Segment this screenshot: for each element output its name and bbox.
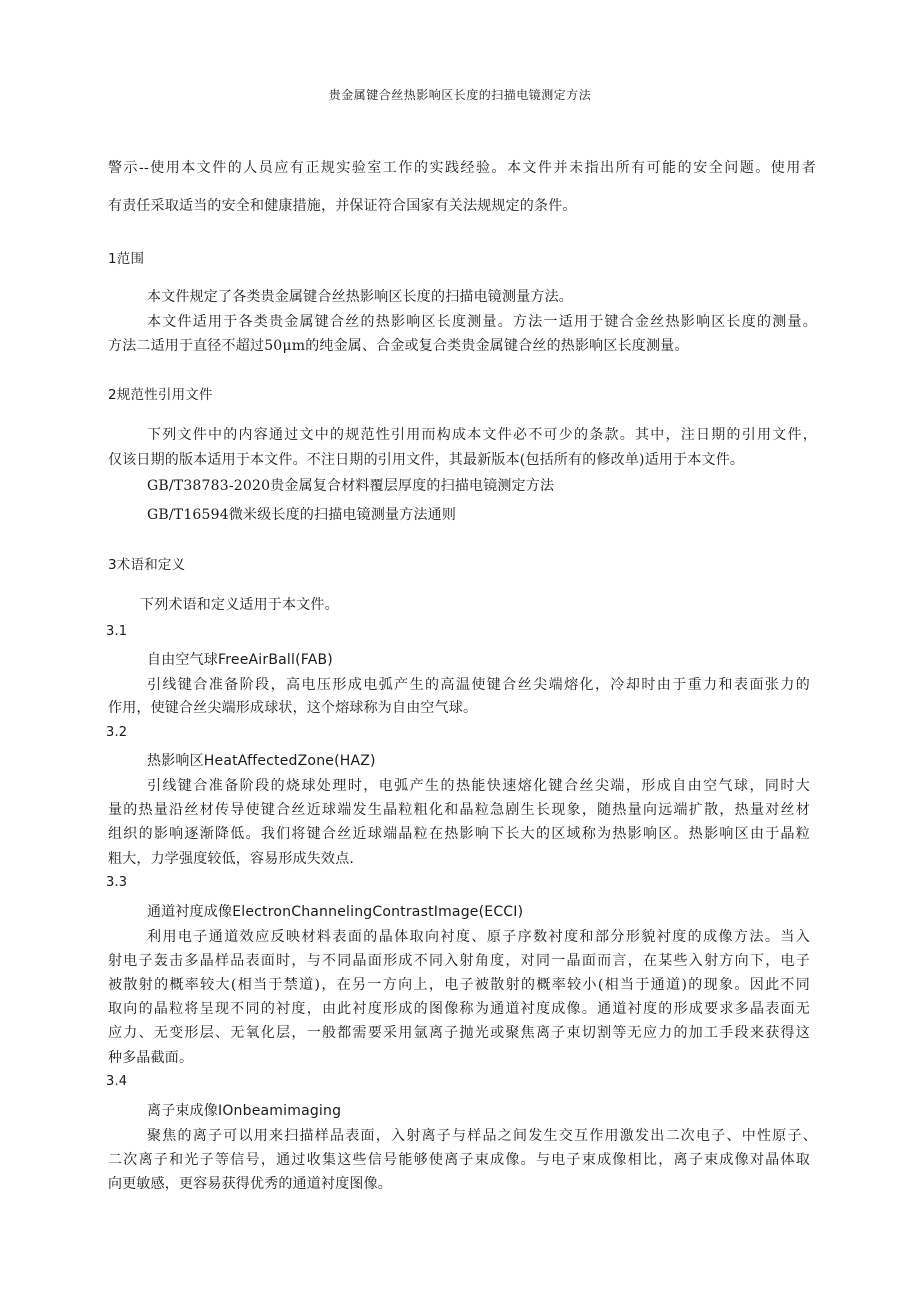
section-1-line-1: 本文件规定了各类贵金属键合丝热影响区长度的扫描电镜测量方法。 [147,289,573,305]
section-3-heading: 3术语和定义 [108,557,186,573]
page-title: 贵金属键合丝热影响区长度的扫描电镜测定方法 [328,88,592,102]
term-name: 通道衬度成像ElectronChannelingContrastImage(ECCI) [147,904,524,920]
term-name: 热影响区HeatAffectedZone(HAZ) [147,753,376,769]
section-3-intro: 下列术语和定义适用于本文件。 [140,597,339,613]
clause-number: 3.4 [106,1074,128,1089]
section-1-heading: 1范围 [108,251,145,267]
clause-number: 3.1 [106,624,128,639]
term-definition-line: 二次离子和光子等信号，通过收集这些信号能够使离子束成像。与电子束成像相比，离子束成像对晶体取 [108,1152,810,1168]
term-definition-line: 作用，使键合丝尖端形成球状，这个熔球称为自由空气球。 [108,700,478,716]
term-definition-line: 组织的影响逐渐降低。我们将键合丝近球端晶粒在热影响下长大的区域称为热影响区。热影响区由于晶粒 [108,826,810,842]
term-definition-line: 聚焦的离子可以用来扫描样品表面，入射离子与样品之间发生交互作用激发出二次电子、中性原子、 [147,1128,817,1144]
section-1-line-2: 本文件适用于各类贵金属键合丝的热影响区长度测量。方法一适用于键合金丝热影响区长度的测量。 [147,314,817,330]
section-2-line-1: 下列文件中的内容通过文中的规范性引用而构成本文件必不可少的条款。其中，注日期的引用文件， [147,427,817,443]
term-definition-line: 引线键合准备阶段，高电压形成电弧产生的高温使键合丝尖端熔化，冷却时由于重力和表面张力的 [147,677,810,693]
term-name: 自由空气球FreeAirBall(FAB) [147,652,333,668]
warning-line-2: 有责任采取适当的安全和健康措施，并保证符合国家有关法规规定的条件。 [108,198,577,214]
warning-line-1: 警示--使用本文件的人员应有正规实验室工作的实践经验。本文件并未指出所有可能的安全问题。使用者 [108,160,816,176]
reference-item: GB/T16594微米级长度的扫描电镜测量方法通则 [147,507,457,523]
clause-number: 3.3 [106,875,128,890]
term-definition-line: 向更敏感，更容易获得优秀的通道衬度图像。 [108,1176,392,1192]
section-1-line-3: 方法二适用于直径不超过50μm的纯金属、合金或复合类贵金属键合丝的热影响区长度测量。 [108,338,689,354]
term-name: 离子束成像IOnbeamimaging [147,1103,342,1119]
section-2-heading: 2规范性引用文件 [108,387,213,403]
term-definition-line: 引线键合准备阶段的烧球处理时，电弧产生的热能快速熔化键合丝尖端，形成自由空气球，同时大 [147,778,810,794]
term-definition-line: 粗大，力学强度较低，容易形成失效点. [108,851,355,867]
clause-number: 3.2 [106,725,128,740]
term-definition-line: 射电子轰击多晶样品表面时，与不同晶面形成不同入射角度，对同一晶面而言，在某些入射方向下，电子 [108,953,810,969]
term-definition-line: 被散射的概率较大(相当于禁道)，在另一方向上，电子被散射的概率较小(相当于通道)的现象。因此不同 [108,977,810,993]
reference-item: GB/T38783-2020贵金属复合材料覆层厚度的扫描电镜测定方法 [147,478,555,494]
section-2-line-2: 仅该日期的版本适用于本文件。不注日期的引用文件，其最新版本(包括所有的修改单)适用于本文件。 [108,452,745,468]
term-definition-line: 应力、无变形层、无氧化层，一般都需要采用氩离子抛光或聚焦离子束切割等无应力的加工手段来获得这 [108,1025,810,1041]
term-definition-line: 量的热量沿丝材传导使键合丝近球端发生晶粒粗化和晶粒急剧生长现象，随热量向远端扩散，热量对丝材 [108,802,810,818]
term-definition-line: 种多晶截面。 [108,1050,194,1066]
term-definition-line: 利用电子通道效应反映材料表面的晶体取向衬度、原子序数衬度和部分形貌衬度的成像方法。当入 [147,929,810,945]
term-definition-line: 取向的晶粒将呈现不同的衬度，由此衬度形成的图像称为通道衬度成像。通道衬度的形成要求多晶表面无 [108,1001,810,1017]
